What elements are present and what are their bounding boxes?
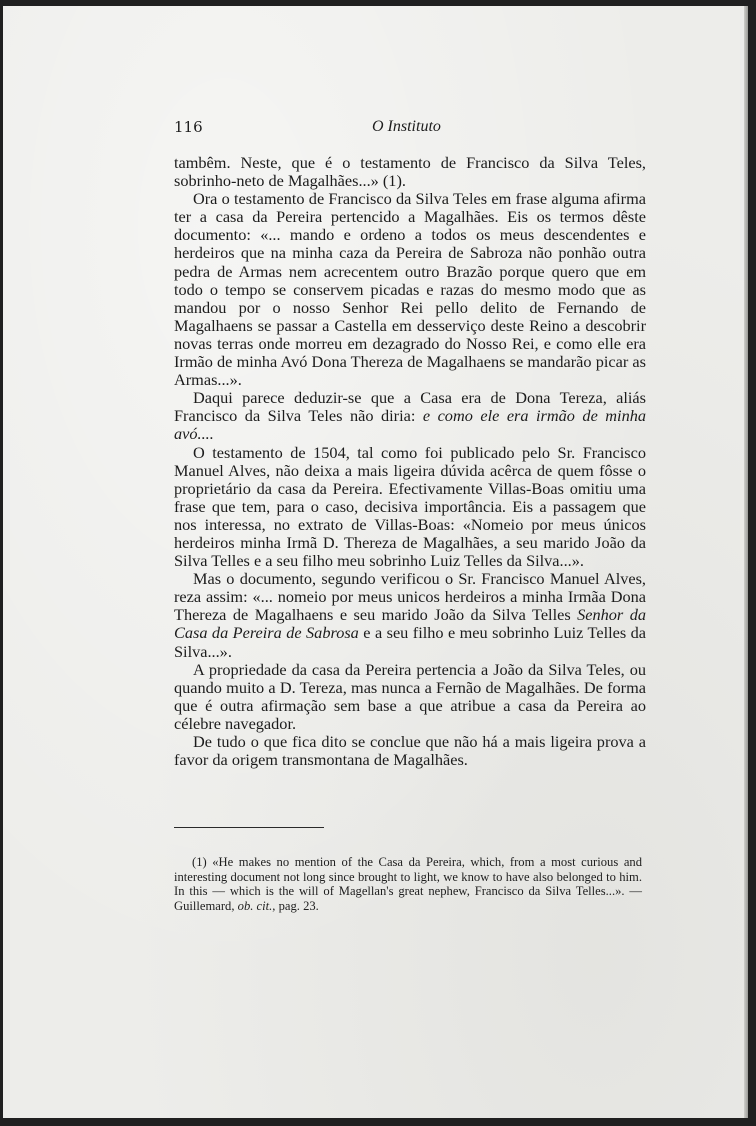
paragraph-3-text: Daqui parece deduzir-se que a Casa era de Dona Tereza, aliás Francisco da Silva Teles não diria:	[174, 388, 646, 426]
page-number: 116	[174, 118, 203, 136]
paragraph-4: O testamento de 1504, tal como foi publicado pelo Sr. Francisco Manuel Alves, não deixa a mais ligeira dúvida acêrca de quem fôsse o proprietário da casa da Pereira. Efectivamente Villas-Boas omitiu uma frase que tem, para o caso, decisiva importância. Eis a passagem que nos interessa, no extrato de Villas-Boas: «Nomeio por meus únicos herdeiros minha Irmã D. Thereza de Magalhães, a seu marido João da Silva Telles e a seu filho meu sobrinho Luiz Telles da Silva...».	[174, 442, 646, 571]
paragraph-3-italic: e como ele era irmão de minha avó....	[174, 406, 646, 444]
footnote	[174, 855, 642, 913]
footnote-divider	[174, 827, 324, 828]
running-title: O Instituto	[372, 118, 441, 135]
paragraph-2: Ora o testamento de Francisco da Silva Teles em frase alguma afirma ter a casa da Pereira pertencido a Magalhães. Eis os termos dêste documento: «... mando e ordeno a todos os meus descendentes e herdeiros que na minha caza da Pereira de Sabroza não ponhão outra pedra de Armas nem acrecentem outro Brazão porque quero que em todo o tempo se conservem picadas e razas do mesmo modo que as mandou por o nosso Senhor Rei pello delito de Fernando de Magalhaens se passar a Castella em desserviço deste Reino a descobrir novas terras onde morreu em dezagrado do Nosso Rei, e como elle era Irmão de minha Avó Dona Thereza de Magalhaens se mandarão picar as Armas...».	[174, 189, 646, 390]
paragraph-7: De tudo o que fica dito se conclue que não há a mais ligeira prova a favor da origem transmontana de Magalhães.	[174, 732, 646, 770]
footnote-italic: ob. cit.	[237, 898, 273, 913]
page-edge-shadow	[744, 6, 748, 1118]
paragraph-3	[174, 389, 646, 443]
paragraph-6: A propriedade da casa da Pereira pertencia a João da Silva Teles, ou quando muito a D. Tereza, mas nunca a Fernão de Magalhães. De forma que é outra afirmação sem base a que atribue a casa da Pereira ao célebre navegador.	[174, 659, 646, 733]
page-header	[174, 118, 644, 140]
main-text	[174, 154, 646, 769]
paragraph-5	[174, 570, 646, 660]
paragraph-1: tambêm. Neste, que é o testamento de Francisco da Silva Teles, sobrinho-neto de Magalhães...» (1).	[174, 153, 646, 191]
paragraph-5-end: e a seu filho e meu sobrinho Luiz Telles da Silva...».	[174, 623, 647, 661]
footnote-end: , pag. 23.	[272, 898, 319, 913]
paragraph-5-italic: Senhor da Casa da Pereira de Sabrosa	[174, 605, 646, 643]
footnote-text: (1) «He makes no mention of the Casa da Pereira, which, from a most curious and interesting document not long since brought to light, we know to have also belonged to him. In this — which is the will of Magellan's great nephew, Francisco da Silva Telles...». — Guillemard,	[174, 855, 642, 913]
paragraph-5-text: Mas o documento, segundo verificou o Sr. Francisco Manuel Alves, reza assim: «... nomeio por meus unicos herdeiros a minha Irmãa Dona Thereza de Magalhaens e seu marido João da Silva Telles	[174, 569, 646, 625]
